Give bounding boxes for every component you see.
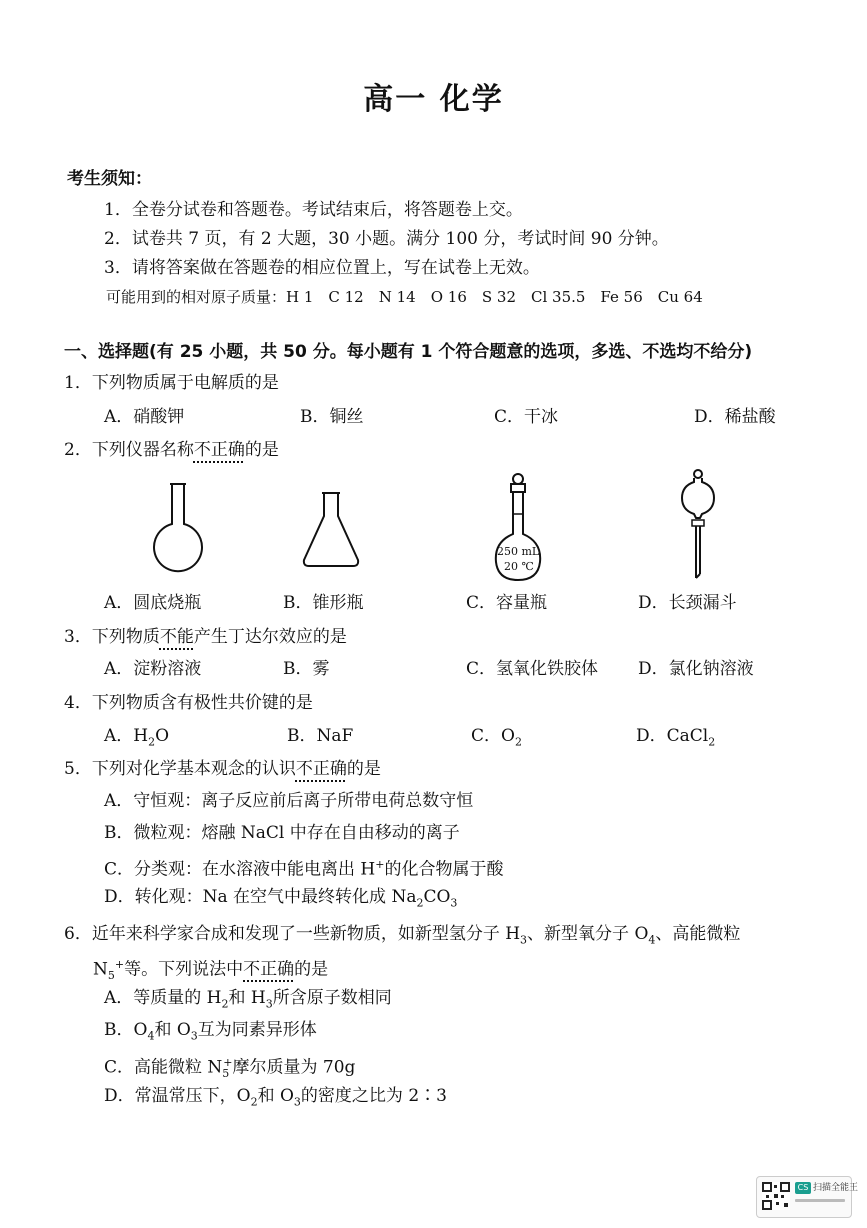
notice-item-2: 2．试卷共 7 页，有 2 大题，30 小题。满分 100 分，考试时间 90 分钟。 (104, 229, 669, 249)
question-2-stem-pre: 2．下列仪器名称 (64, 440, 194, 460)
question-2-option-b: B．锥形瓶 (283, 593, 364, 613)
question-2-emphasis: 不正确 (193, 440, 245, 460)
volumetric-flask-label-volume: 250 mL (497, 545, 540, 558)
scanner-badge: CS (795, 1182, 811, 1194)
question-5-option-d: D．转化观：Na 在空气中最终转化成 $Na_2CO_3$ (104, 887, 458, 910)
question-1-option-d: D．稀盐酸 (694, 407, 776, 427)
question-3-option-d: D．氯化钠溶液 (638, 659, 754, 679)
question-6-emphasis: 不正确 (243, 959, 295, 980)
question-6-option-a: A．等质量的 $H_2$和 $H_3$所含原子数相同 (104, 988, 392, 1011)
question-4-option-b: B．NaF (287, 726, 354, 746)
question-3-stem-pre: 3．下列物质 (64, 627, 160, 647)
question-6-option-d: D．常温常压下，$O_2$和 $O_3$的密度之比为 2∶3 (104, 1086, 447, 1109)
question-3-option-b: B．雾 (283, 659, 330, 679)
section-heading: 一、选择题(有 25 小题，共 50 分。每小题有 1 个符合题意的选项，多选、不选均不给分) (64, 342, 753, 362)
question-2-option-c: C．容量瓶 (466, 593, 548, 613)
scanner-app-name: 扫描全能王 (813, 1183, 859, 1193)
question-6-stem-line-2: $N_5^+$等。下列说法中不正确的是 (93, 958, 329, 983)
volumetric-flask-label-temp: 20 ℃ (504, 560, 534, 573)
question-1-option-a: A．硝酸钾 (104, 407, 185, 427)
question-2-option-d: D．长颈漏斗 (638, 593, 737, 613)
question-2-stem-post: 的是 (244, 440, 279, 460)
scanner-watermark (756, 1176, 859, 1218)
question-3-emphasis: 不能 (159, 627, 194, 647)
question-2-option-a: A．圆底烧瓶 (104, 593, 202, 613)
question-1-stem: 1．下列物质属于电解质的是 (64, 373, 279, 393)
question-5-emphasis: 不正确 (295, 759, 347, 779)
question-5-stem-post: 的是 (346, 759, 381, 779)
question-5-stem (64, 758, 381, 780)
question-6-option-c: C．高能微粒 $N_5^+$摩尔质量为 70g (104, 1056, 356, 1081)
question-5-option-c: C．分类观：在水溶液中能电离出 H+的化合物属于酸 (104, 858, 504, 880)
question-5-stem-pre: 5．下列对化学基本观念的认识 (64, 759, 296, 779)
question-6-option-b: B．$O_4$和 $O_3$互为同素异形体 (104, 1020, 317, 1043)
scanner-tagline-bar (795, 1199, 845, 1202)
notice-item-3: 3．请将答案做在答题卷的相应位置上，写在试卷上无效。 (104, 258, 540, 278)
question-1-option-c: C．干冰 (494, 407, 559, 427)
conical-flask-illustration (300, 490, 362, 570)
question-4-option-a: A．$H_2O$ (104, 726, 170, 749)
page-title: 高一 化学 (363, 82, 504, 117)
question-3-stem (64, 626, 347, 648)
notice-heading: 考生须知： (67, 169, 152, 189)
question-5-option-a: A．守恒观：离子反应前后离子所带电荷总数守恒 (104, 791, 474, 811)
question-4-option-d: D．CaCl$_2$ (636, 726, 716, 749)
qr-code-icon (762, 1182, 790, 1210)
question-3-option-c: C．氢氧化铁胶体 (466, 659, 599, 679)
question-6-stem-line-1: 6．近年来科学家合成和发现了一些新物质，如新型氢分子 $H_3$、新型氧分子 $O_4$、高能微粒 (64, 924, 741, 947)
question-1-option-b: B．铜丝 (300, 407, 364, 427)
question-5-option-b: B．微粒观：熔融 NaCl 中存在自由移动的离子 (104, 823, 460, 843)
question-4-option-c: C．$O_2$ (471, 726, 522, 749)
funnel-illustration (678, 468, 718, 584)
question-3-stem-post: 产生丁达尔效应的是 (193, 627, 347, 647)
round-bottom-flask-illustration (148, 480, 208, 580)
question-3-option-a: A．淀粉溶液 (104, 659, 202, 679)
question-2-stem (64, 439, 279, 461)
atomic-masses: 可能用到的相对原子质量：H 1 C 12 N 14 O 16 S 32 Cl 35.5 Fe 56 Cu 64 (106, 288, 703, 306)
notice-item-1: 1．全卷分试卷和答题卷。考试结束后，将答题卷上交。 (104, 200, 523, 220)
question-4-stem: 4．下列物质含有极性共价键的是 (64, 693, 313, 713)
